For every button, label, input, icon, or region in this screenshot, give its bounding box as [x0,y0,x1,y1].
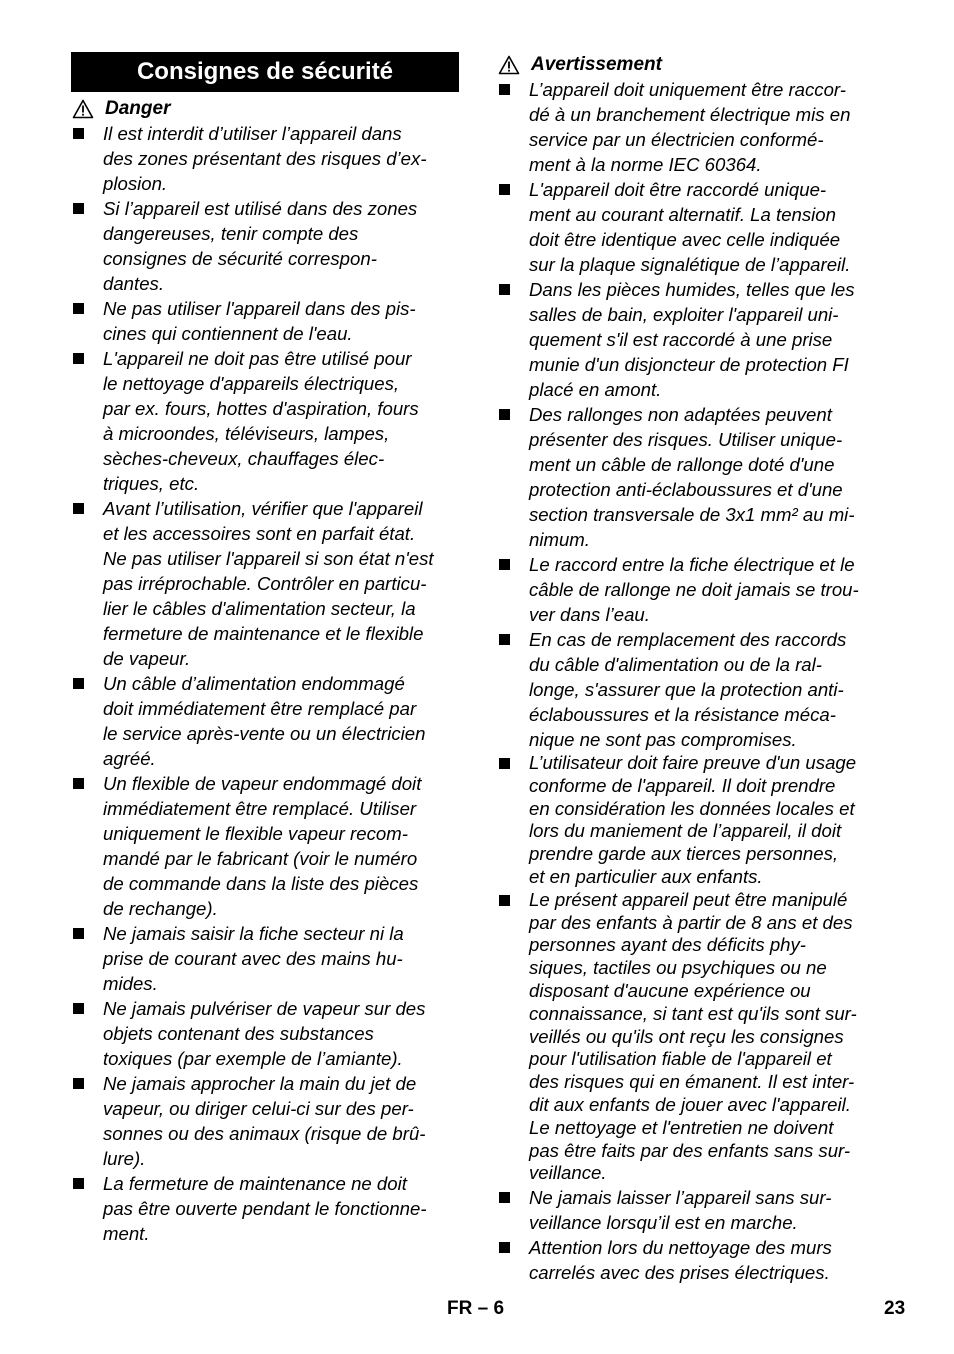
list-item [71,346,459,496]
list-item-text: Ne jamais approcher la main du jet de vapeur, ou diriger celui-ci sur des per- sonnes ou des animaux (risque de brû- lure). [103,1073,426,1169]
warning-triangle-icon [498,55,520,75]
bullet-square-icon [499,895,510,906]
list-item [497,1185,889,1235]
warning-heading-row [497,52,889,77]
section-title: Consignes de sécurité [71,52,459,92]
list-item [71,1071,459,1171]
list-item-text: La fermeture de maintenance ne doit pas être ouverte pendant le fonctionne- ment. [103,1173,427,1244]
list-item [497,627,889,752]
bullet-square-icon [73,778,84,789]
bullet-square-icon [73,128,84,139]
bullet-square-icon [499,1192,510,1203]
warning-triangle-icon [72,99,94,119]
list-item-text: Dans les pièces humides, telles que les salles de bain, exploiter l'appareil uni- quement s'il est raccordé à une prise munie d'un disjoncteur de protection FI placé en amont. [529,279,855,400]
right-column [497,52,889,1285]
list-item [497,752,889,889]
page-number: 23 [884,1298,906,1319]
bullet-square-icon [73,503,84,514]
danger-heading-row [71,96,459,121]
list-item [497,177,889,277]
warning-heading: Avertissement [531,54,662,75]
list-item [497,1235,889,1285]
list-item [71,121,459,196]
warning-list [497,77,889,1285]
list-item-text: Si l’appareil est utilisé dans des zones dangereuses, tenir compte des consignes de sécurité correspon- dantes. [103,198,418,294]
list-item-text: Le présent appareil peut être manipulé par des enfants à partir de 8 ans et des personnes ayant des déficits phy- siques, tactiles ou psychiques ou ne disposant d'aucune expérience ou connaissance, si tant est qu'ils sont sur- veillés ou qu'ils ont reçu les consignes pour l'utilisation fiable de l'appareil et des risques qui en émanent. Il est inter- dit aux enfants de jouer avec l'appareil. Le nettoyage et l'entretien ne doivent pas être faits par des enfants sans sur- veillance. [529,888,857,1184]
list-item [497,277,889,402]
list-item [71,996,459,1071]
list-item [497,77,889,177]
list-item-text: Avant l’utilisation, vérifier que l'appareil et les accessoires sont en parfait état. Ne pas utiliser l'appareil si son état n'est pas irréprochable. Contrôler en particu- lier le câbles d'alimentation secteur, la fermeture de maintenance et le flexible de vapeur. [103,498,434,669]
list-item [497,402,889,552]
bullet-square-icon [73,353,84,364]
list-item [497,552,889,627]
footer-section-label: FR – 6 [447,1298,505,1319]
left-column [71,52,459,1246]
bullet-square-icon [499,84,510,95]
bullet-square-icon [499,184,510,195]
list-item [71,671,459,771]
list-item-text: L'appareil ne doit pas être utilisé pour le nettoyage d'appareils électriques, par ex. fours, hottes d'aspiration, fours à microondes, téléviseurs, lampes, sèches-cheveux, chauffages élec- triques, etc. [103,348,419,494]
bullet-square-icon [73,303,84,314]
list-item-text: En cas de remplacement des raccords du câble d'alimentation ou de la ral- longe, s'assurer que la protection anti- éclaboussures et la résistance méca- nique ne sont pas compromises. [529,629,847,750]
list-item-text: Ne jamais laisser l’appareil sans sur- veillance lorsqu’il est en marche. [529,1187,832,1234]
bullet-square-icon [73,678,84,689]
list-item [71,296,459,346]
list-item-text: Attention lors du nettoyage des murs carrelés avec des prises électriques. [529,1237,832,1284]
bullet-square-icon [499,559,510,570]
list-item-text: Le raccord entre la fiche électrique et le câble de rallonge ne doit jamais se trou- ver dans l’eau. [529,554,859,625]
list-item [497,889,889,1185]
bullet-square-icon [499,758,510,769]
bullet-square-icon [499,1242,510,1253]
list-item-text: Un flexible de vapeur endommagé doit immédiatement être remplacé. Utiliser uniquement le flexible vapeur recom- mandé par le fabricant (voir le numéro de commande dans la liste des pièces de rechange). [103,773,422,919]
list-item-text: Il est interdit d’utiliser l’appareil dans des zones présentant des risques d’ex- plosion. [103,123,427,194]
bullet-square-icon [73,1003,84,1014]
list-item [71,496,459,671]
bullet-square-icon [499,409,510,420]
list-item-text: L'appareil doit être raccordé unique- ment au courant alternatif. La tension doit être identique avec celle indiquée sur la plaque signalétique de l’appareil. [529,179,851,275]
list-item-text: Ne jamais saisir la fiche secteur ni la prise de courant avec des mains hu- mides. [103,923,404,994]
list-item-text: L’appareil doit uniquement être raccor- dé à un branchement électrique mis en service par un électricien conformé- ment à la norme IEC 60364. [529,79,851,175]
bullet-square-icon [499,284,510,295]
bullet-square-icon [73,1078,84,1089]
bullet-square-icon [73,203,84,214]
bullet-square-icon [73,928,84,939]
list-item-text: Ne jamais pulvériser de vapeur sur des objets contenant des substances toxiques (par exemple de l’amiante). [103,998,426,1069]
list-item-text: L’utilisateur doit faire preuve d'un usage conforme de l'appareil. Il doit prendre en considération les données locales et lors du maniement de l’appareil, il doit prendre garde aux tierces personnes, et en particulier aux enfants. [529,752,857,887]
list-item [71,921,459,996]
list-item-text: Ne pas utiliser l'appareil dans des pis- cines qui contiennent de l'eau. [103,298,416,344]
list-item-text: Un câble d’alimentation endommagé doit immédiatement être remplacé par le service après-vente ou un électricien agréé. [103,673,426,769]
list-item [71,196,459,296]
list-item [71,771,459,921]
list-item [71,1171,459,1246]
danger-heading: Danger [105,98,171,119]
danger-list [71,121,459,1246]
bullet-square-icon [499,634,510,645]
bullet-square-icon [73,1178,84,1189]
list-item-text: Des rallonges non adaptées peuvent présenter des risques. Utiliser unique- ment un câble de rallonge doté d'une protection anti-éclaboussures et d'une section transversale de 3x1 mm² au mi- nimum. [529,404,855,550]
